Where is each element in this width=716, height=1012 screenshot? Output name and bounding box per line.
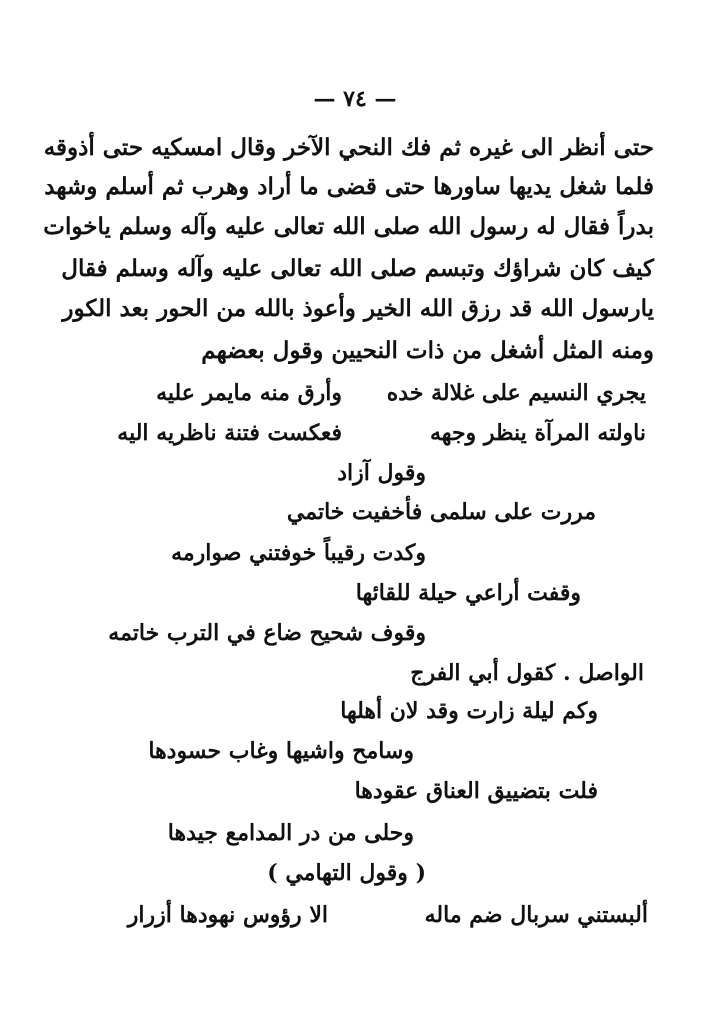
prose-line-3: بدراً فقال له رسول الله صلى الله تعالى عليه وآله وسلم ياخوات xyxy=(43,213,654,240)
tihami-first-hemistich: ألبستني سربال ضم ماله xyxy=(424,902,648,928)
abul-faraj-line-3: فلت بتضييق العناق عقودها xyxy=(354,778,598,804)
page-number: — ٧٤ — xyxy=(313,86,397,112)
abul-faraj-line-4: وحلى من در المدامع جيدها xyxy=(167,820,414,846)
tihami-intro: ( وقول التهامي ) xyxy=(267,860,426,886)
azad-line-4: وقوف شحيح ضاع في الترب خاتمه xyxy=(108,620,426,646)
azad-line-1: مررت على سلمى فأخفيت خاتمي xyxy=(286,499,596,525)
prose-line-6: ومنه المثل أشغل من ذات النحيين وقول بعضهم xyxy=(201,337,654,364)
tihami-second-hemistich: الا رؤوس نهودها أزرار xyxy=(127,902,328,928)
prose-line-4: كيف كان شراؤك وتبسم صلى الله تعالى عليه وآله وسلم فقال xyxy=(61,255,654,282)
azad-line-3: وقفت أراعي حيلة للقائها xyxy=(355,580,581,606)
prose-line-5: يارسول الله قد رزق الله الخير وأعوذ بالله من الحور بعد الكور xyxy=(62,295,654,322)
verse1-line1-second: وأرق منه مايمر عليه xyxy=(156,380,342,406)
azad-intro: وقول آزاد xyxy=(337,460,426,486)
verse1-line2-second: فعكست فتنة ناظريه اليه xyxy=(117,420,342,446)
abul-faraj-intro: الواصل . كقول أبي الفرج xyxy=(410,660,644,686)
prose-line-1: حتى أنظر الى غيره ثم فك النحي الآخر وقال امسكيه حتى أذوقه xyxy=(43,134,654,161)
azad-line-2: وكدت رقيباً خوفتني صوارمه xyxy=(171,540,426,566)
verse1-line1-first: يجري النسيم على غلالة خده xyxy=(386,380,646,406)
abul-faraj-line-2: وسامح واشيها وغاب حسودها xyxy=(148,738,414,764)
prose-line-2: فلما شغل يديها ساورها حتى قضى ما أراد وهرب ثم أسلم وشهد xyxy=(44,173,654,200)
abul-faraj-line-1: وكم ليلة زارت وقد لان أهلها xyxy=(340,698,598,724)
verse1-line2-first: ناولته المرآة ينظر وجهه xyxy=(430,420,646,446)
